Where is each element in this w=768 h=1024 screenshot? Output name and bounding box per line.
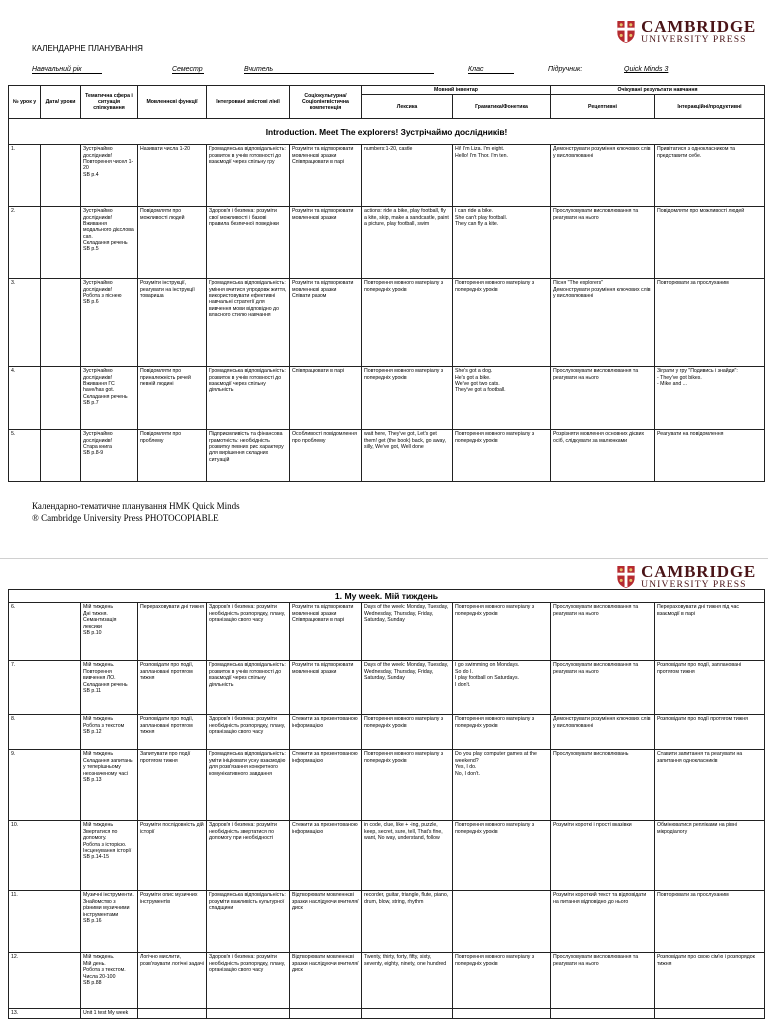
cell-integrated: Здоров'я і безпека: розуміти необхідність розпорядку, плану, організацію свого часу: [207, 715, 290, 750]
col-results: Очікувані результати навчання: [551, 86, 765, 95]
cell-integrated: Громадянська відповідальність: розвиток в учнів готовності до взаємодії через спільну діяльність: [207, 661, 290, 715]
cell-grammar: Повторення мовного матеріалу з попередніх уроків: [453, 279, 551, 367]
cell-date: [41, 279, 81, 367]
cell-interactive: Повторювати за прослуханим: [655, 279, 765, 367]
cell-num: 1.: [9, 145, 41, 207]
cell-grammar: Повторення мовного матеріалу з попередніх уроків: [453, 603, 551, 661]
cell-topic: Мій тиждень Складання запитань у теперішньому неозначеному часі SB p.13: [81, 750, 138, 821]
table-row: [9, 367, 765, 430]
col-date: Дата/ уроки: [41, 86, 81, 119]
cell-topic: Мій тиждень Дні тижня. Семантизація лексики SB p.10: [81, 603, 138, 661]
cambridge-logo-2: [616, 563, 756, 591]
cell-integrated: Громадянська відповідальність: уміти ініціювати усну взаємодію для розв'язання конкретного комунікативного завдання: [207, 750, 290, 821]
col-lexis: Лексика: [362, 95, 453, 119]
cell-lexis: Days of the week: Monday, Tuesday, Wednesday, Thursday, Friday, Saturday, Sunday: [362, 661, 453, 715]
cell-interactive: Перераховувати дні тижня під час взаємодії в парі: [655, 603, 765, 661]
footer-line-1: Календарно-тематичне планування HMK Quick Minds: [32, 501, 240, 511]
cell-speech: Називати числа 1-20: [138, 145, 207, 207]
cell-date: [41, 207, 81, 279]
cell-speech: [138, 1009, 207, 1019]
table-row: [9, 750, 765, 821]
cell-integrated: Здоров'я і безпека: розуміти свої можливості і базові правила безпечної поведінки: [207, 207, 290, 279]
cell-topic: Зустрічаймо дослідників! Вживання модального дієслова can. Складання речень SB p.5: [81, 207, 138, 279]
table-row: [9, 279, 765, 367]
class-field[interactable]: [468, 66, 514, 74]
cell-interactive: Розповідати про свою сім'ю і розпорядок тижня: [655, 953, 765, 1009]
cell-receptive: Розрізняти мовлення основних дієвих осіб, слідкувати за малюнками: [551, 430, 655, 482]
cell-num: 11.: [9, 891, 81, 953]
cell-receptive: Демонструвати розуміння ключових слів у висловлюванні: [551, 715, 655, 750]
cell-topic: Зустрічаймо дослідників! Вживання ГС have/has got. Складання речень SB p.7: [81, 367, 138, 430]
cell-num: 4.: [9, 367, 41, 430]
table-row: [9, 207, 765, 279]
cell-integrated: Громадянська відповідальність: розвиток в учнів готовності до взаємодії через спільну гру: [207, 145, 290, 207]
cell-socio: Розуміти та відтворювати мовленнєві зразки: [290, 661, 362, 715]
plan-table-2: [8, 589, 765, 1019]
cell-receptive: Розуміти короткий текст та відповідати на питання відповідно до нього: [551, 891, 655, 953]
table-row: [9, 1009, 765, 1019]
col-topic: Тематична сфера і ситуація спілкування: [81, 86, 138, 119]
cell-topic: Музичні інструменти. Знайомство з різними музичними інструментами SB p.16: [81, 891, 138, 953]
cell-receptive: Пісня "The explorers" Демонструвати розуміння ключових слів у висловлюванні: [551, 279, 655, 367]
semester-label: Семестр: [172, 66, 203, 73]
cell-receptive: Прослуховувати висловлювання та реагувати на нього: [551, 207, 655, 279]
col-interactive: Інтеракційні/продуктивні: [655, 95, 765, 119]
cell-interactive: Реагувати на повідомлення: [655, 430, 765, 482]
cell-socio: Розуміти та відтворювати мовленнєві зразки Співпрацювати в парі: [290, 603, 362, 661]
cell-num: 3.: [9, 279, 41, 367]
cell-integrated: Громадянська відповідальність: уміння вчитися упродовж життя, використовувати ефективні навчальні стратегії для вивчення мови відповідно до власного стилю навчання: [207, 279, 290, 367]
cell-grammar: I go swimming on Mondays. So do I. I play football on Saturdays. I don't.: [453, 661, 551, 715]
class-label: Клас: [468, 66, 484, 73]
footer-line-2: ® Cambridge University Press PHOTOCOPIABLE: [32, 512, 219, 523]
section-title-introduction: Introduction. Meet The explorers! Зустрічаймо дослідників!: [9, 119, 765, 145]
cell-socio: Особливості повідомлення про проблему: [290, 430, 362, 482]
cell-topic: Мій тиждень. Мій день. Робота з текстом. Числа 20-100 SB p.88: [81, 953, 138, 1009]
cell-num: 10.: [9, 821, 81, 891]
cell-topic: Зустрічаймо дослідників! Стара книга SB p.8-9: [81, 430, 138, 482]
cell-interactive: [655, 1009, 765, 1019]
cell-integrated: [207, 1009, 290, 1019]
cell-receptive: Прослуховувати висловлювання та реагувати на нього: [551, 603, 655, 661]
cell-grammar: Повторення мовного матеріалу з попередніх уроків: [453, 715, 551, 750]
cell-receptive: Прослуховувати висловлювання та реагувати на нього: [551, 367, 655, 430]
year-field[interactable]: [32, 66, 102, 74]
cell-integrated: Підприємливість та фінансова грамотність: необхідність розвитку певних рис характеру для вирішення складних ситуацій: [207, 430, 290, 482]
footer: [32, 501, 240, 524]
cell-grammar: Hi! I'm Liza. I'm eight. Hello! I'm Thor. I'm ten.: [453, 145, 551, 207]
cell-socio: Розуміти та відтворювати мовленнєві зразки Співпрацювати в парі: [290, 145, 362, 207]
table-row: [9, 715, 765, 750]
col-receptive: Рецептивні: [551, 95, 655, 119]
cell-grammar: Повторення мовного матеріалу з попередніх уроків: [453, 953, 551, 1009]
cell-socio: [290, 1009, 362, 1019]
cell-speech: Логічно мислити, розв'язувати логічні задачі: [138, 953, 207, 1009]
cell-num: 8.: [9, 715, 81, 750]
cell-lexis: actions: ride a bike, play football, fly a kite, skip, make a sandcastle, paint a picture, play football, swim: [362, 207, 453, 279]
cell-receptive: Прослуховувати висловлювання та реагувати на нього: [551, 953, 655, 1009]
cell-socio: Відтворювати мовленнєві зразки наслідуючи вчителя/диск: [290, 891, 362, 953]
cell-lexis: Twenty, thirty, forty, fifty, sixty, seventy, eighty, ninety, one hundred: [362, 953, 453, 1009]
cell-date: [41, 145, 81, 207]
cell-num: 2.: [9, 207, 41, 279]
teacher-label: Вчитель: [244, 66, 274, 73]
cell-lexis: wait here, They've got, Let's get them! get (the book) back, go away, silly, We've got, Well done: [362, 430, 453, 482]
col-speech: Мовленнєві функції: [138, 86, 207, 119]
cell-interactive: Розповідати про події протягом тижня: [655, 715, 765, 750]
cell-interactive: Повідомляти про можливості людей: [655, 207, 765, 279]
logo-line2: UNIVERSITY PRESS: [641, 34, 747, 45]
cell-topic: Мій тиждень Звертатися по допомогу. Робота з історією. Інсценування історії SB p.14-15: [81, 821, 138, 891]
cell-date: [41, 430, 81, 482]
cell-num: 7.: [9, 661, 81, 715]
textbook-value: Quick Minds 3: [624, 66, 669, 73]
cell-interactive: Привітатися з однокласником та представити себе.: [655, 145, 765, 207]
cell-receptive: Розуміти короткі і прості вказівки: [551, 821, 655, 891]
cell-lexis: Повторення мовного матеріалу з попередніх уроків: [362, 750, 453, 821]
cell-integrated: Здоров'я і безпека: розуміти необхідність звертатися по допомогу при необхідності: [207, 821, 290, 891]
cell-num: 6.: [9, 603, 81, 661]
cell-speech: Перераховувати дні тижня: [138, 603, 207, 661]
cell-interactive: Ставити запитання та реагувати на запитання однокласників: [655, 750, 765, 821]
cell-socio: Розуміти та відтворювати мовленнєві зразки Співати разом: [290, 279, 362, 367]
cell-socio: Розуміти та відтворювати мовленнєві зразки: [290, 207, 362, 279]
table-row: [9, 891, 765, 953]
cell-integrated: Здоров'я і безпека: розуміти необхідність розпорядку, плану, організацію свого часу: [207, 603, 290, 661]
cell-date: [41, 367, 81, 430]
table-row: [9, 145, 765, 207]
cell-num: 5.: [9, 430, 41, 482]
cell-speech: Повідомляти про можливості людей: [138, 207, 207, 279]
cell-speech: Розуміти послідовність дій історії: [138, 821, 207, 891]
textbook-label: Підручник:: [548, 66, 583, 73]
cell-grammar: She's got a dog. He's got a bike. We've got two cats. They've got a football.: [453, 367, 551, 430]
logo-line1: CAMBRIDGE: [641, 17, 756, 36]
cell-integrated: Громадянська відповідальність: розвиток в учнів готовності до взаємодії через спільну діяльність: [207, 367, 290, 430]
cell-speech: Запитувати про події протягом тижня: [138, 750, 207, 821]
cell-topic: Мій тиждень Робота з текстом SB p.12: [81, 715, 138, 750]
cell-lexis: Days of the week: Monday, Tuesday, Wednesday, Thursday, Friday, Saturday, Sunday: [362, 603, 453, 661]
cell-socio: Стежити за презентованою інформацією: [290, 715, 362, 750]
cell-num: 9.: [9, 750, 81, 821]
cell-speech: Розповідати про події, заплановані протягом тижня: [138, 715, 207, 750]
logo-line1: CAMBRIDGE: [641, 562, 756, 581]
cell-socio: Відтворювати мовленнєві зразки наслідуючи вчителя/диск: [290, 953, 362, 1009]
cell-speech: Повідомляти про приналежність речей певній людині: [138, 367, 207, 430]
cell-lexis: Повторення мовного матеріалу з попередніх уроків: [362, 367, 453, 430]
cell-topic: Мій тиждень. Повторення вивчення ЛО. Складання речень SB p.11: [81, 661, 138, 715]
cell-grammar: I can ride a bike. She can't play football. They can fly a kite.: [453, 207, 551, 279]
cell-lexis: numbers:1-20, castle: [362, 145, 453, 207]
cell-grammar: [453, 891, 551, 953]
document-title: КАЛЕНДАРНЕ ПЛАНУВАННЯ: [32, 44, 143, 53]
cell-num: 13.: [9, 1009, 81, 1019]
cell-speech: Розповідати про події, заплановані протягом тижня: [138, 661, 207, 715]
section-title-my-week: 1. My week. Мій тиждень: [9, 590, 765, 603]
table-row: [9, 953, 765, 1009]
cambridge-logo: [616, 18, 756, 46]
cell-speech: Повідомляти про проблему: [138, 430, 207, 482]
col-socio: Соціокультурна/ Соціолінгвістична компетенція: [290, 86, 362, 119]
cell-lexis: Повторення мовного матеріалу з попередніх уроків: [362, 715, 453, 750]
cambridge-shield-icon: [616, 20, 636, 44]
cell-lexis: in code, clue, like + -ing, puzzle, keep, secret, sure, tell, That's fine, want, No way, understand, follow: [362, 821, 453, 891]
cell-integrated: Здоров'я і безпека: розуміти необхідність розпорядку, плану, організацію свого часу: [207, 953, 290, 1009]
cell-socio: Стежити за презентованою інформацією: [290, 821, 362, 891]
page-2: [0, 558, 768, 1024]
cell-topic: Зустрічаймо дослідників! Робота з піснею SB p.6: [81, 279, 138, 367]
table-row: [9, 603, 765, 661]
table-row: [9, 430, 765, 482]
cell-interactive: Зіграти у гру "Подивись і знайди": - They've got bikes. - Mike and ...: [655, 367, 765, 430]
cell-speech: Розуміти опис музичних інструментів: [138, 891, 207, 953]
semester-field[interactable]: [172, 66, 204, 74]
cell-receptive: [551, 1009, 655, 1019]
plan-table-1: [8, 85, 765, 482]
cell-receptive: Демонструвати розуміння ключових слів у висловлюванні: [551, 145, 655, 207]
cell-receptive: Прослуховувати висловлювання та реагувати на нього: [551, 661, 655, 715]
cell-grammar: Повторення мовного матеріалу з попередніх уроків: [453, 821, 551, 891]
year-label: Навчальний рік: [32, 66, 82, 73]
cell-interactive: Розповідати про події, заплановані протягом тижня: [655, 661, 765, 715]
cell-topic: Зустрічаймо дослідників! Повторення чисел 1-20 SB p.4: [81, 145, 138, 207]
col-inventory: Мовний інвентар: [362, 86, 551, 95]
col-grammar: Граматика/Фонетика: [453, 95, 551, 119]
cell-socio: Співпрацювати в парі: [290, 367, 362, 430]
cell-interactive: Повторювати за прослуханим: [655, 891, 765, 953]
cell-lexis: recorder, guitar, triangle, flute, piano, drum, blow, string, rhythm: [362, 891, 453, 953]
cell-grammar: Повторення мовного матеріалу з попередніх уроків: [453, 430, 551, 482]
cell-num: 12.: [9, 953, 81, 1009]
logo-line2: UNIVERSITY PRESS: [641, 579, 747, 590]
cell-grammar: [453, 1009, 551, 1019]
cell-topic: Unit 1 test My week: [81, 1009, 138, 1019]
cell-grammar: Do you play computer games at the weekend? Yes, I do. No, I don't.: [453, 750, 551, 821]
cambridge-shield-icon: [616, 565, 636, 589]
cell-interactive: Обмінюватися репліками на рівні мікродіалогу: [655, 821, 765, 891]
meta-line: [32, 66, 752, 78]
cell-receptive: Прослуховувати висловлювань: [551, 750, 655, 821]
cell-lexis: [362, 1009, 453, 1019]
teacher-field[interactable]: [244, 66, 434, 74]
cell-lexis: Повторення мовного матеріалу з попередніх уроків: [362, 279, 453, 367]
cell-socio: Стежити за презентованою інформацією: [290, 750, 362, 821]
table-row: [9, 821, 765, 891]
cell-integrated: Громадянська відповідальність: розуміти важливість культурної спадщини: [207, 891, 290, 953]
col-num: № урок у: [9, 86, 41, 119]
cell-speech: Розуміти інструкції, реагувати на інструкції товариша: [138, 279, 207, 367]
col-integrated: Інтегровані змістові лінії: [207, 86, 290, 119]
table-row: [9, 661, 765, 715]
